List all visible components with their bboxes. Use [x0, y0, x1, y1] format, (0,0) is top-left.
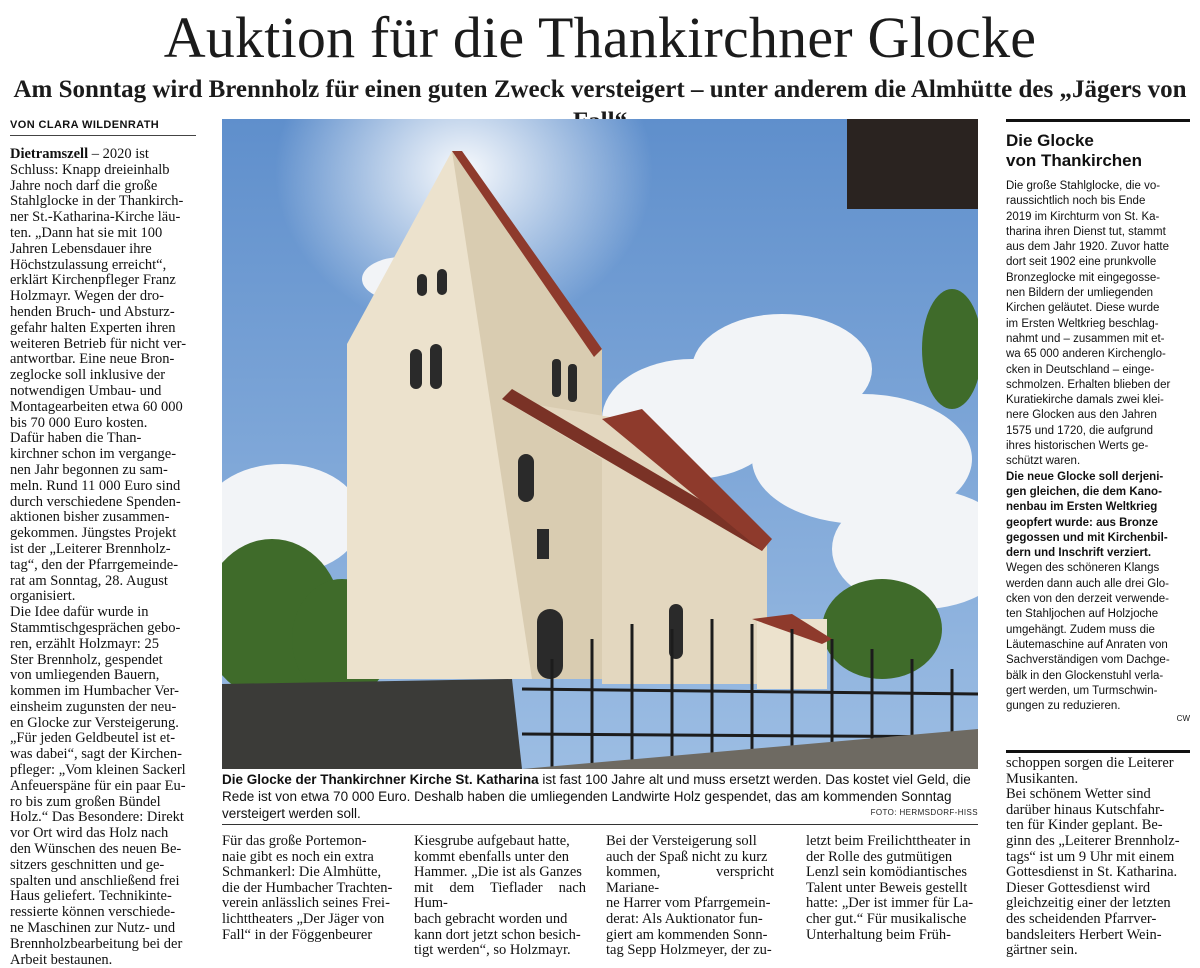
byline: VON CLARA WILDENRATH [10, 119, 196, 136]
article-column-4: Bei der Versteigerung soll auch der Spaß nicht zu kurz kommen, verspricht Mariane- ne Harrer vom Pfarrgemein- derat: Als Auktionator fun- giert am kommenden Sonn- tag Sepp Holzmeyer, der zu- [606, 833, 774, 959]
photo-credit: FOTO: HERMSDORF-HISS [870, 808, 978, 817]
roof-eave [847, 119, 978, 209]
paragraph: Die Idee dafür wurde in Stammtischgesprächen gebo- ren, erzählt Holzmayr: 25 Ster Brennholz, gespendet von umliegenden Bauern, kommen im Humbacher Ver- einsheim zugunsten der neu- en Glocke zur Versteigerung. „Für jeden Geldbeutel ist et- was dabei“, sagt der Kirchen- pfleger: „Vom kleinen Sackerl Anfeuerspäne für ein paar Eu- ro bis zum großen Bündel Holz.“ Das Besondere: Direkt vor Ort wird das Holz nach den Wünschen des neuen Be- sitzers geschnitten und ge- spalten und anschließend frei Haus geliefert. Technikinte- ressierte können verschiede- ne Maschinen zur Nutz- und Brennholzbearbeitung bei der Arbeit bestaunen. [10, 604, 186, 968]
article-column-1 [10, 147, 196, 968]
info-paragraph: Die große Stahlglocke, die vo- raussichtlich noch bis Ende 2019 im Kirchturm von St. Ka- tharina ihren Dienst tut, stammt aus dem Jahr 1920. Zuvor hatte dort seit 1902 eine prunkvolle Bronzeglocke mit eingegosse- nen Bildern der umliegenden Kirchen geläutet. Diese wurde im Ersten Weltkrieg beschlag- nahmt und – zusammen mit et- wa 65 000 anderen Kirchenglo- cken in Deutschland – einge- schmolzen. Erhalten blieben der Kuratiekirche damals zwei klei- nere Glocken aus den Jahren 1575 und 1720, die aufgrund ihres historischen Werts ge- schützt waren. [1006, 180, 1171, 468]
paragraph: – 2020 ist Schluss: Knapp dreieinhalb Jahre noch darf die große Stahlglocke in der Thankirch- ner St.-Katharina-Kirche läu- ten. „Dann hat sie mit 100 Jahren Lebensdauer ihre Höchstzulassung erreicht“, erklärt Kirchenpfleger Franz Holzmayr. Wegen der dro- henden Bruch- und Absturz- gefahr halten Experten ihren weiteren Betrieb für nicht ver- antwortbar. Eine neue Bron- zeglocke soll inklusive der notwendigen Umbau- und Montagearbeiten etwa 60 000 bis 70 000 Euro kosten. [10, 146, 187, 431]
article-column-5: letzt beim Freilichttheater in der Rolle des gutmütigen Lenzl sein komödiantisches Talent unter Beweis gestellt hatte: „Der ist immer für La- cher gut.“ Für musikalische Unterhaltung beim Früh- [806, 833, 974, 943]
church-photo [222, 119, 978, 769]
church-illustration [222, 119, 978, 769]
dateline: Dietramszell [10, 146, 89, 162]
info-highlight: Die neue Glocke soll derjeni- gen gleichen, die dem Kano- nenbau im Ersten Weltkrieg geopfert wurde: aus Bronze gegossen und mit Kirchenbil- dern und Inschrift verziert. [1006, 470, 1168, 560]
info-paragraph: Wegen des schöneren Klangs werden dann auch alle drei Glo- cken von den derzeit verwende- ten Stahljochen auf Holzjoche umgehängt. Zudem muss die Läutemaschine auf Anraten von Sachverständigen vom Dachge- bälk in den Glockenstuhl verla- gert werden, um Turmschwin- gungen zu reduzieren. [1006, 562, 1170, 713]
divider [222, 824, 978, 825]
article-column-3: Kiesgrube aufgebaut hatte, kommt ebenfalls unter den Hammer. „Die ist als Ganzes mit dem Tieflader nach Hum- bach gebracht worden und kann dort jetzt schon besich- tigt werden“, so Holzmayr. [414, 833, 586, 959]
paragraph: Dafür haben die Than- kirchner schon im vergange- nen Jahr begonnen zu sam- meln. Rund 11 000 Euro sind durch verschiedene Spenden- aktionen bisher zusammen- gekommen. Jüngstes Projekt ist der „Leiterer Brennholz- tag“, den der Pfarrgemeinde- rat am Sonntag, 28. August organisiert. [10, 430, 181, 605]
info-box-body [1006, 179, 1190, 714]
article-column-6: schoppen sorgen die Leiterer Musikanten. Bei schönem Wetter sind darüber hinaus Kutschfahr- ten für Kinder geplant. Be- ginn des „Leiterer Brennholz- tags“ ist um 9 Uhr mit einem Gottesdienst in St. Katharina. Dieser Gottesdienst wird gleichzeitig einer der letzten des scheidenden Pfarrver- bandsleiters Herbert Wein- gärtner sein. [1006, 755, 1180, 959]
article-column-2: Für das große Portemon- naie gibt es noch ein extra Schmankerl: Die Almhütte, die der Humbacher Trachten- verein anlässlich seines Frei- lichttheaters „Der Jäger von Fall“ in der Föggenbeurer [222, 833, 393, 943]
caption-lead: Die Glocke der Thankirchner Kirche St. Katharina [222, 772, 539, 787]
info-box-title: Die Glocke von Thankirchen [1006, 131, 1143, 170]
author-initials: CW [1176, 714, 1190, 724]
cemetery-wall [222, 679, 522, 769]
headline: Auktion für die Thankirchner Glocke [163, 5, 1037, 70]
info-box-rule [1006, 750, 1190, 753]
caption-text: ist fast 100 Jahre alt und muss ersetzt werden. Das kostet viel Geld, die Rede ist von etwa 70 000 Euro. Deshalb haben die umliegenden Landwirte Holz gespendet, das am kommenden Sonntag versteigert werden soll. [222, 772, 971, 821]
info-box [1006, 119, 1190, 752]
subheadline: Am Sonntag wird Brennholz für einen guten Zweck versteigert – unter anderem die Almhütte des „Jägers von [13, 76, 1187, 103]
